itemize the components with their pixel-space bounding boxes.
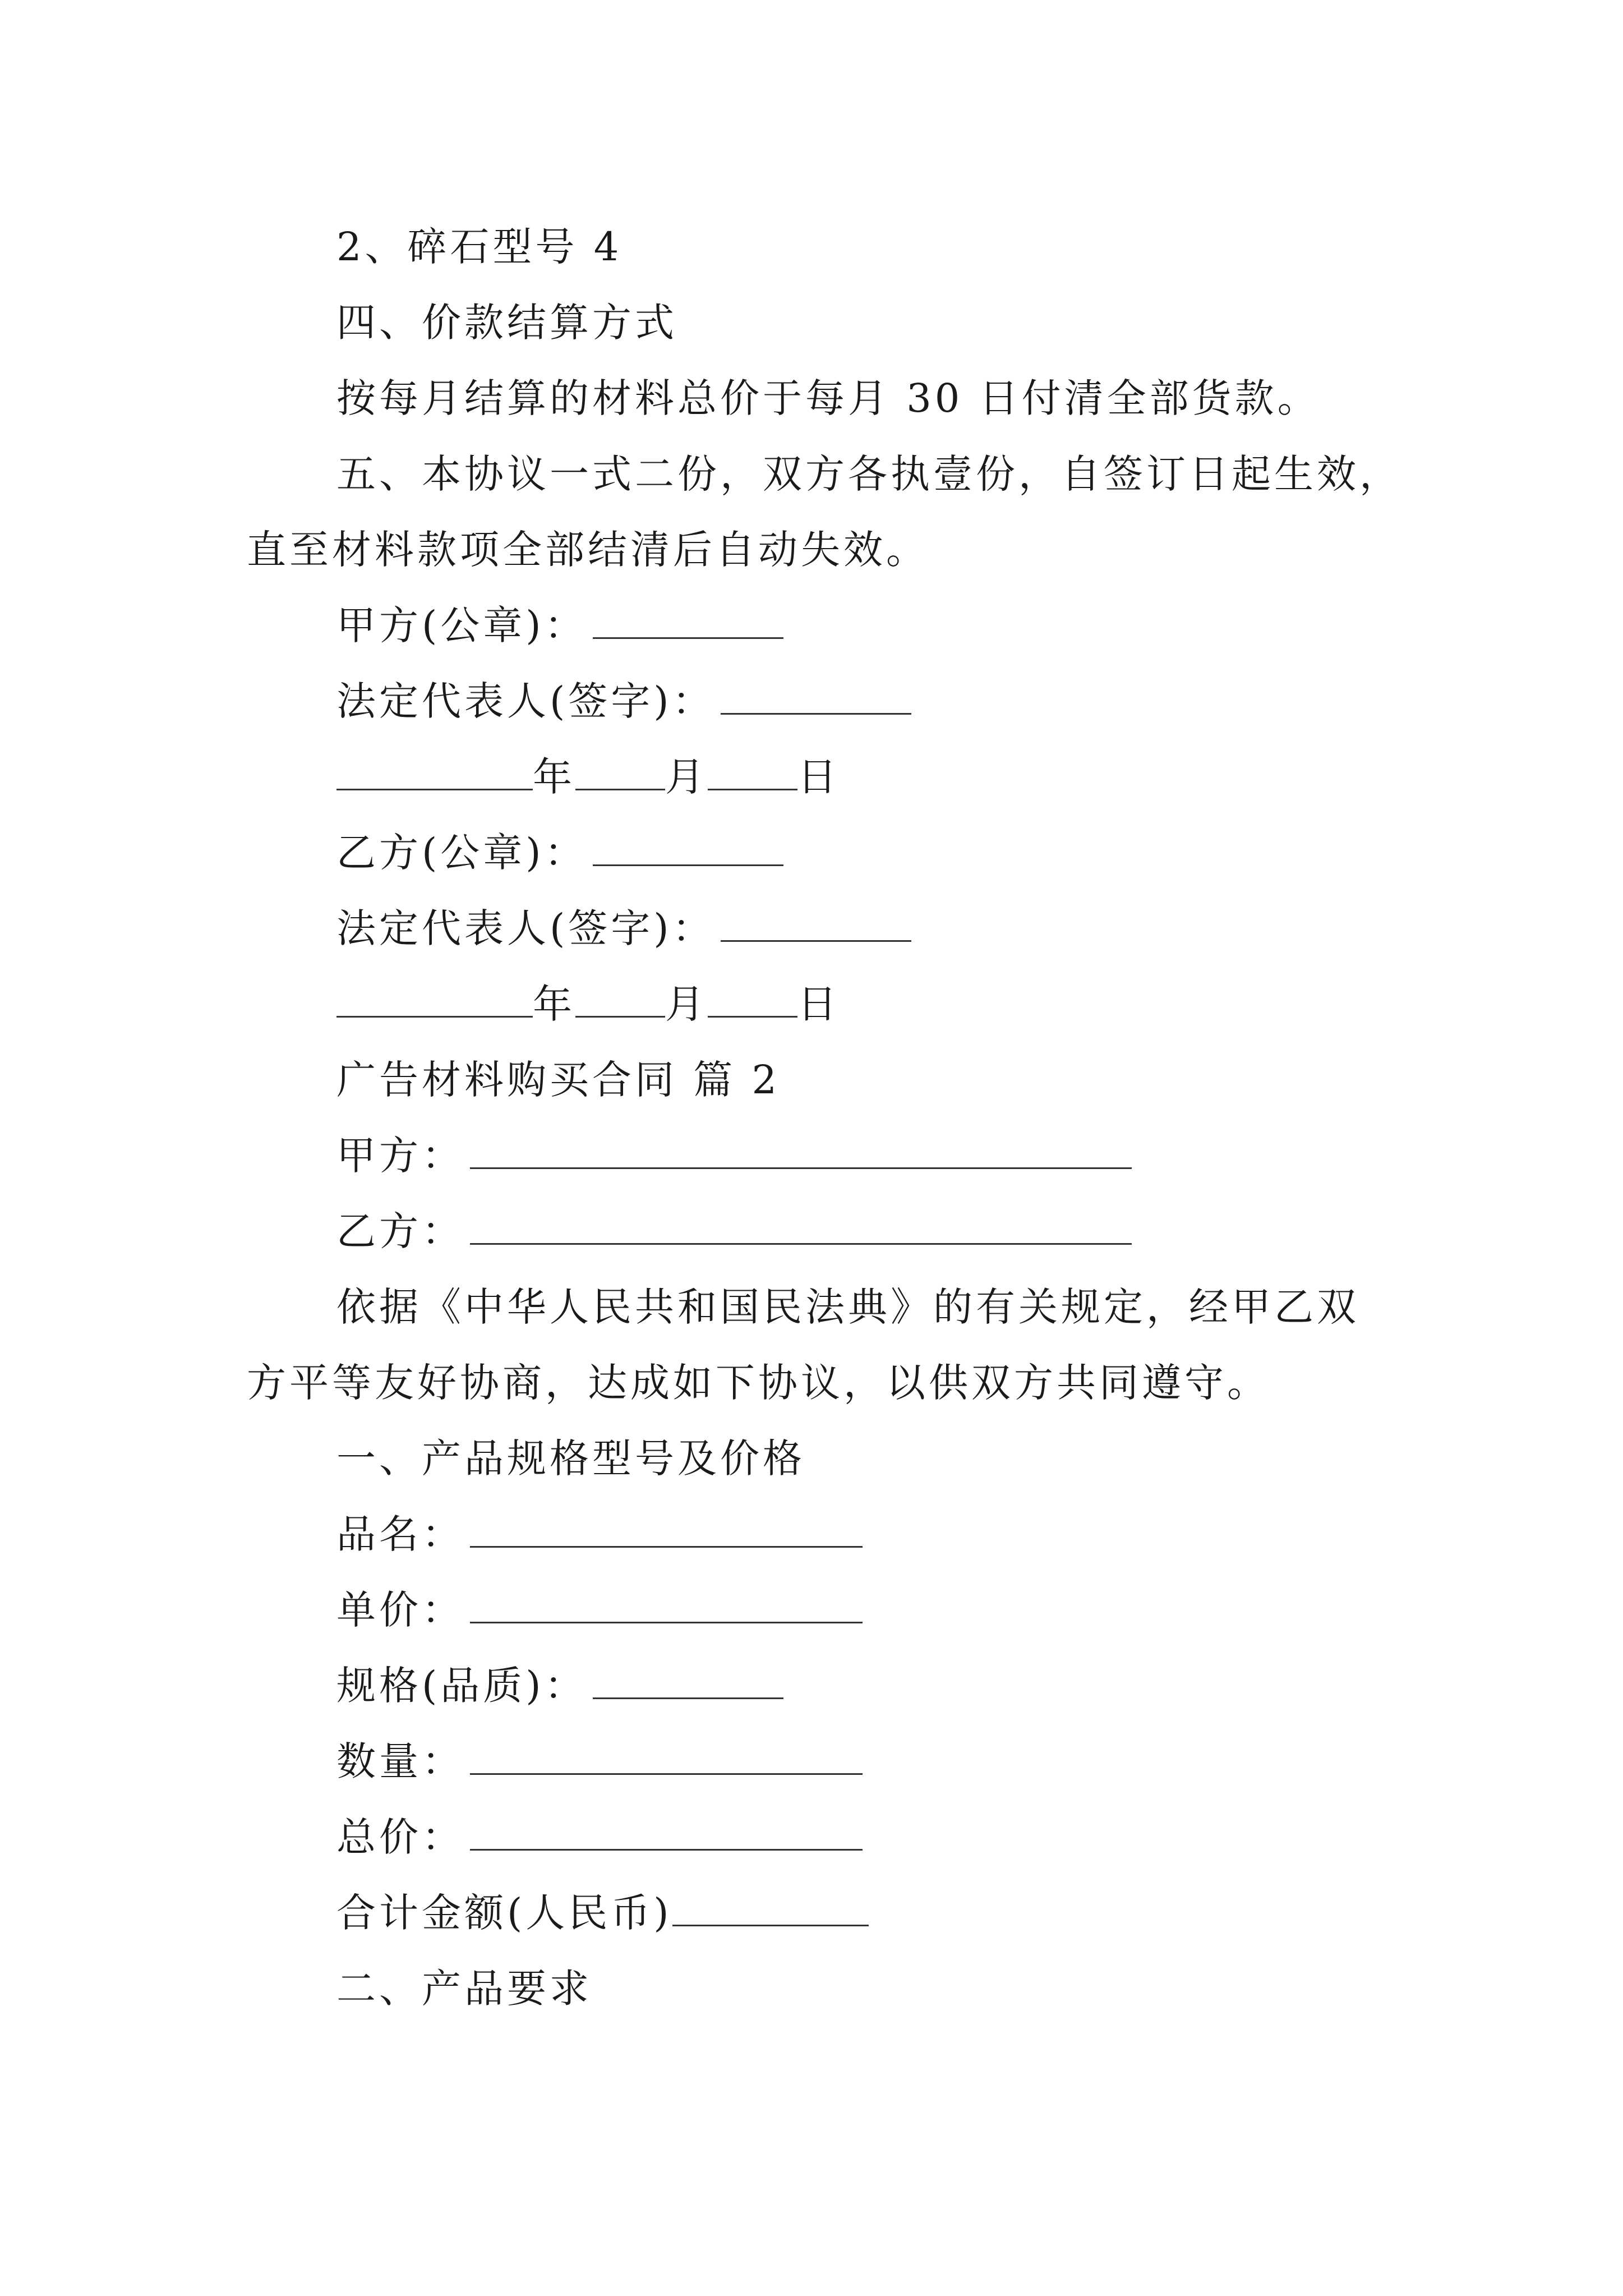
signature-row (336, 827, 783, 878)
month-label: 月 (665, 981, 708, 1027)
total-price-blank[interactable] (470, 1812, 863, 1851)
spec-blank[interactable] (593, 1660, 783, 1699)
rep-sign-blank[interactable] (721, 903, 911, 942)
day-label: 日 (797, 754, 840, 800)
field-row (336, 1888, 869, 1938)
section-heading: 二、产品要求 (336, 1966, 592, 2012)
signature-row (336, 600, 783, 651)
spec-label: 规格(品质)： (336, 1663, 587, 1709)
field-row (336, 1736, 863, 1787)
year-blank[interactable] (336, 979, 533, 1018)
date-row (336, 979, 840, 1029)
signature-row (336, 903, 911, 954)
year-blank[interactable] (336, 752, 533, 790)
day-label: 日 (797, 981, 840, 1027)
party-row (336, 1130, 1132, 1181)
party-b-seal-label: 乙方(公章)： (336, 830, 587, 876)
unit-price-blank[interactable] (470, 1585, 863, 1623)
text-line: 依据《中华人民共和国民法典》的有关规定，经甲乙双 (336, 1284, 1359, 1330)
total-price-label: 总价： (336, 1814, 464, 1860)
field-row (336, 1660, 783, 1711)
field-row (336, 1812, 863, 1862)
field-row (336, 1585, 863, 1635)
total-amount-label: 合计金额(人民币) (336, 1890, 672, 1936)
party-a-label: 甲方： (336, 1133, 464, 1179)
party-a-seal-label: 甲方(公章)： (336, 602, 587, 648)
text-line: 直至材料款项全部结清后自动失效。 (247, 527, 929, 573)
party-b-blank[interactable] (470, 1206, 1132, 1245)
month-blank[interactable] (575, 752, 665, 790)
party-a-seal-blank[interactable] (593, 600, 783, 639)
month-label: 月 (665, 754, 708, 800)
day-blank[interactable] (708, 979, 797, 1018)
text-line: 方平等友好协商，达成如下协议，以供双方共同遵守。 (247, 1360, 1270, 1406)
year-label: 年 (533, 981, 575, 1027)
text-line: 按每月结算的材料总价于每月 30 日付清全部货款。 (336, 375, 1320, 421)
rep-sign-blank[interactable] (721, 676, 911, 715)
unit-price-label: 单价： (336, 1587, 464, 1633)
text-line: 2、碎石型号 4 (336, 224, 623, 270)
year-label: 年 (533, 754, 575, 800)
month-blank[interactable] (575, 979, 665, 1018)
signature-row (336, 676, 911, 726)
field-row (336, 1509, 863, 1559)
party-row (336, 1206, 1132, 1257)
party-b-label: 乙方： (336, 1208, 464, 1254)
party-a-blank[interactable] (470, 1130, 1132, 1169)
product-name-blank[interactable] (470, 1509, 863, 1548)
product-name-label: 品名： (336, 1511, 464, 1557)
date-row (336, 752, 840, 802)
day-blank[interactable] (708, 752, 797, 790)
contract-title: 广告材料购买合同 篇 2 (336, 1057, 781, 1103)
section-heading: 四、价款结算方式 (336, 300, 677, 346)
section-heading: 一、产品规格型号及价格 (336, 1435, 805, 1481)
total-amount-blank[interactable] (672, 1888, 869, 1926)
text-line: 五、本协议一式二份，双方各执壹份，自签订日起生效， (336, 451, 1402, 497)
quantity-blank[interactable] (470, 1736, 863, 1775)
party-b-seal-blank[interactable] (593, 827, 783, 866)
quantity-label: 数量： (336, 1738, 464, 1784)
rep-sign-label: 法定代表人(签字)： (336, 905, 715, 951)
rep-sign-label: 法定代表人(签字)： (336, 678, 715, 724)
